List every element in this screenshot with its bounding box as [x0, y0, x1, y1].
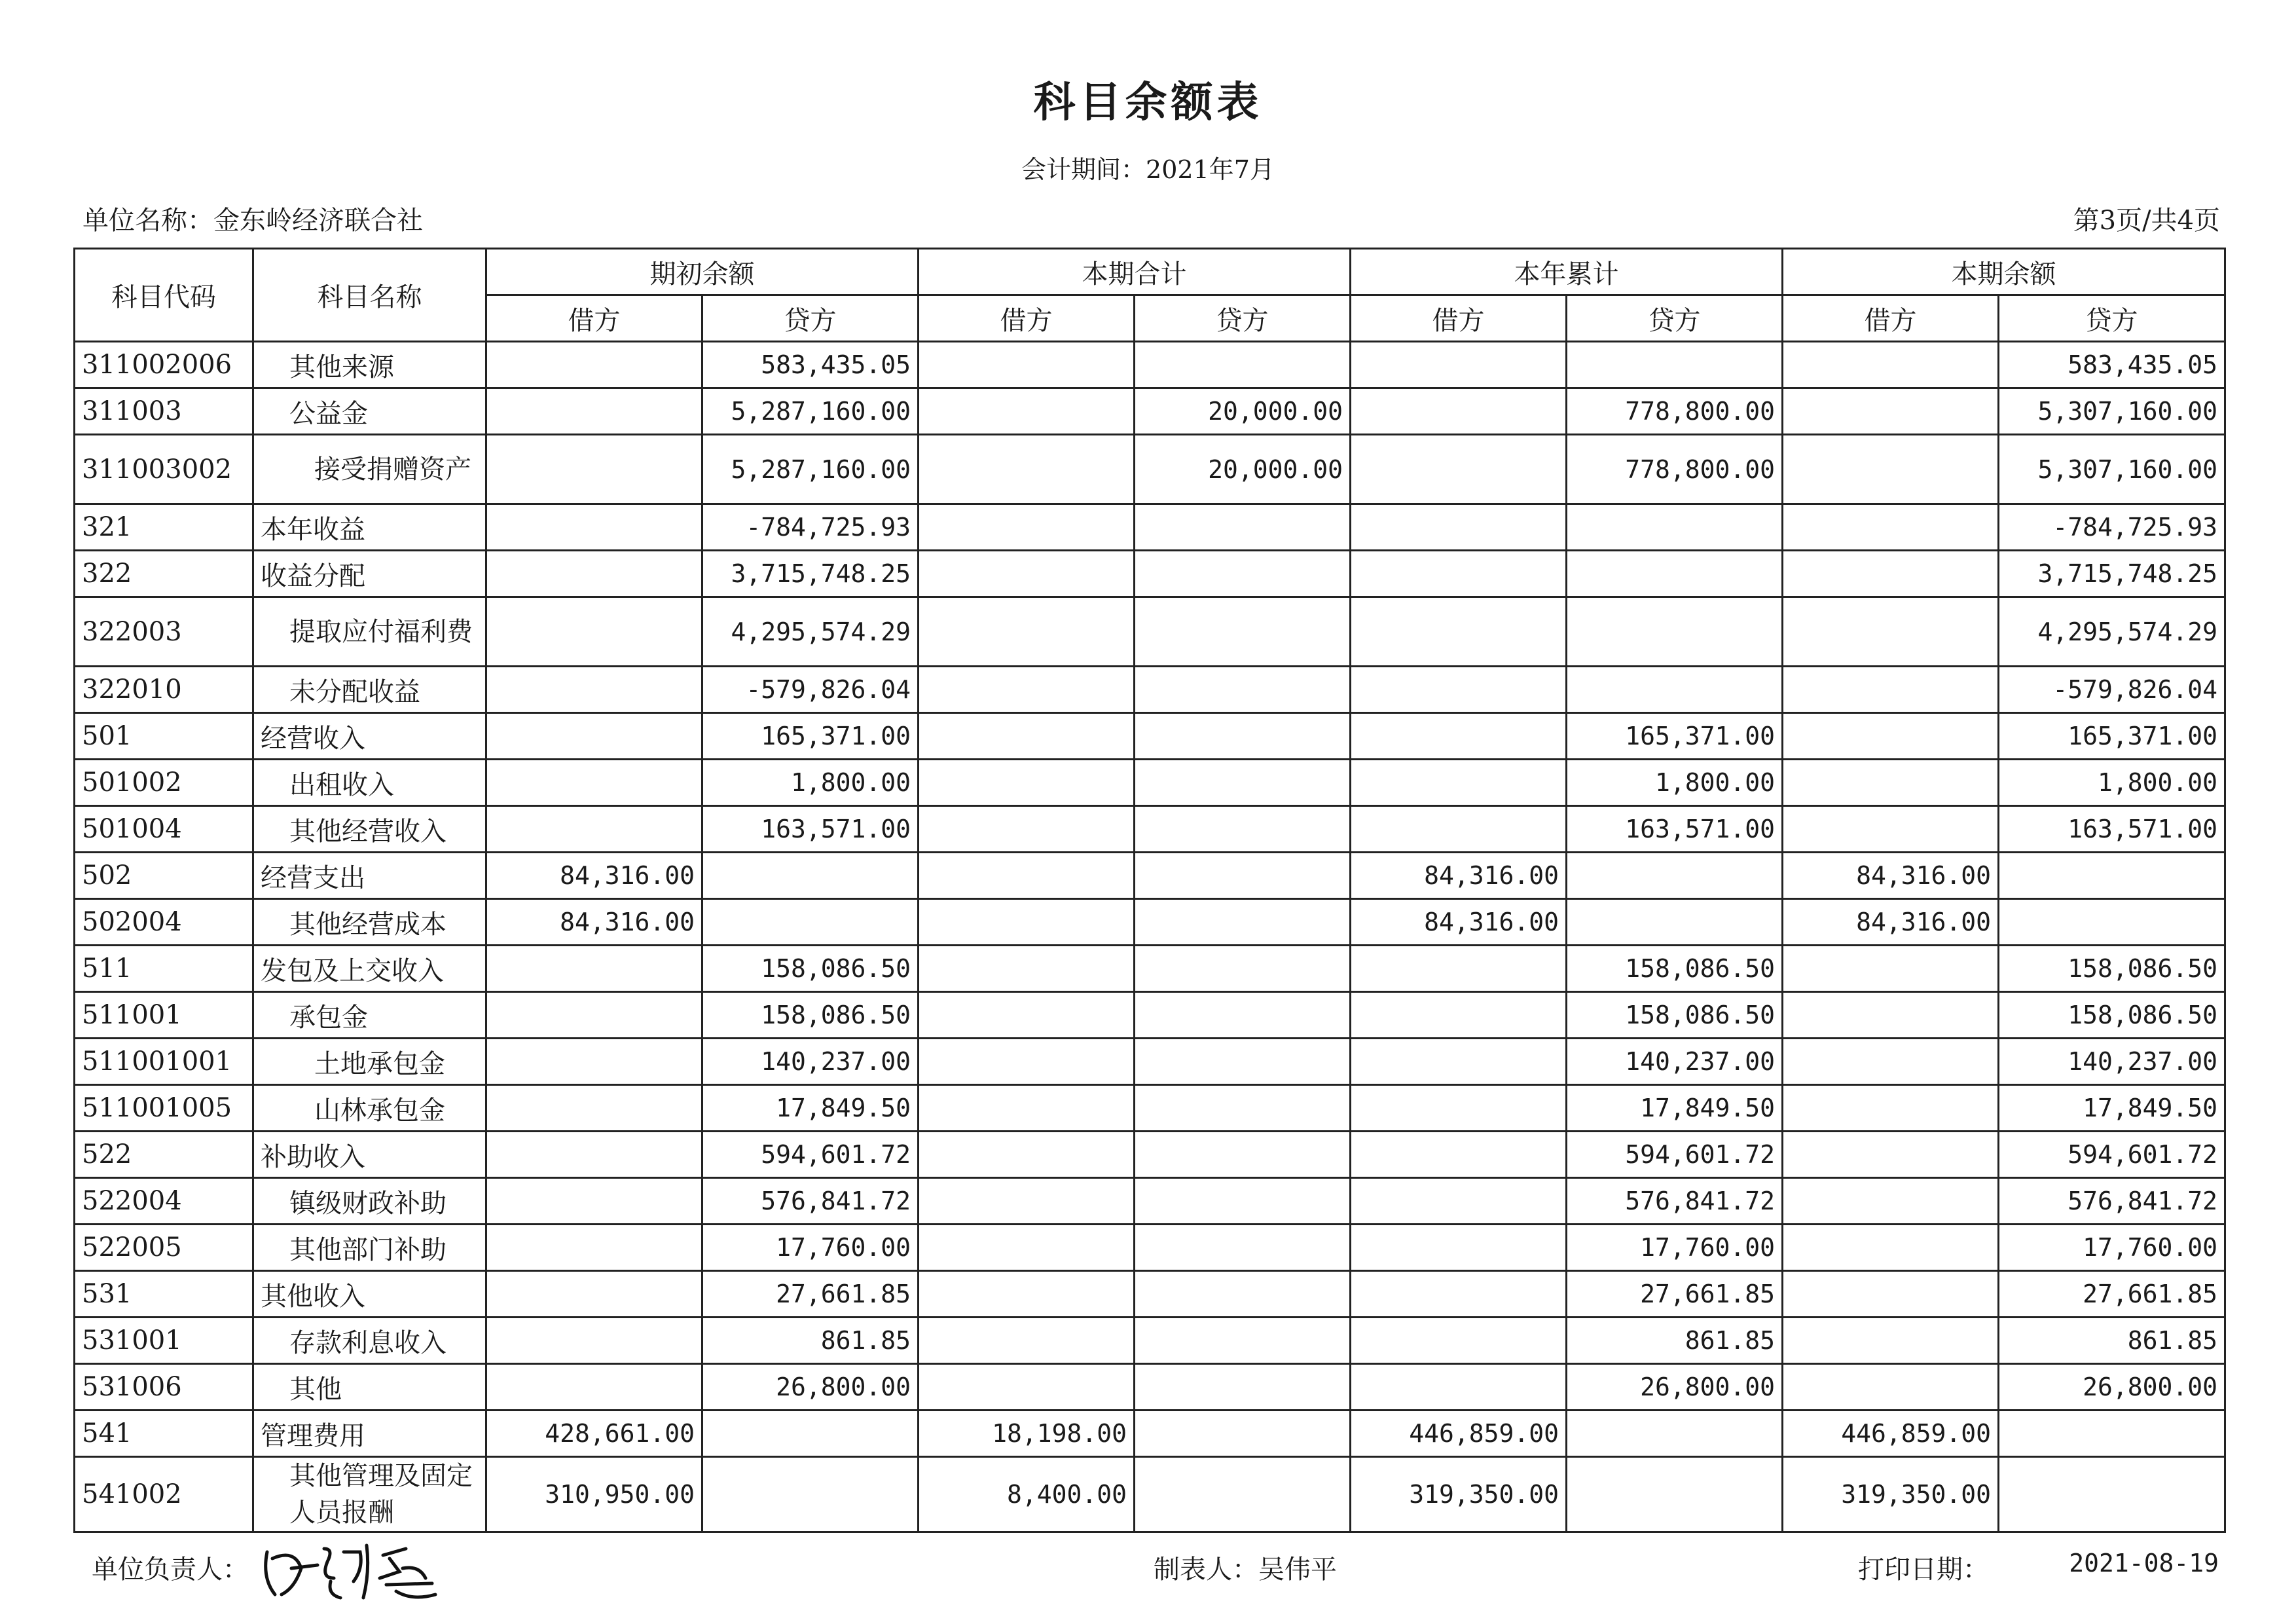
- credit-amount: -579,826.04: [1999, 667, 2225, 713]
- credit-amount: 861.85: [1999, 1318, 2225, 1364]
- account-name: 发包及上交收入: [253, 946, 486, 992]
- col-credit-header: 贷方: [1567, 295, 1783, 342]
- credit-amount: [1999, 899, 2225, 946]
- debit-amount: 84,316.00: [1783, 899, 1999, 946]
- table-row: [75, 1318, 2225, 1364]
- account-name: 其他部门补助: [253, 1225, 486, 1271]
- debit-amount: [486, 667, 702, 713]
- col-credit-header: 贷方: [702, 295, 919, 342]
- unit-name: 单位名称：金东岭经济联合社: [82, 206, 423, 236]
- credit-amount: 17,849.50: [1567, 1085, 1783, 1132]
- account-code: 531: [75, 1271, 253, 1318]
- debit-amount: [1351, 1271, 1567, 1318]
- debit-amount: [919, 760, 1135, 806]
- credit-amount: [1135, 992, 1351, 1039]
- col-debit-header: 借方: [486, 295, 702, 342]
- credit-amount: [1135, 1364, 1351, 1411]
- credit-amount: 5,287,160.00: [702, 435, 919, 504]
- account-code: 311003: [75, 388, 253, 435]
- credit-amount: 17,849.50: [1999, 1085, 2225, 1132]
- table-row: [75, 806, 2225, 853]
- debit-amount: [486, 1364, 702, 1411]
- header-row-groups: [75, 249, 2225, 295]
- credit-amount: 778,800.00: [1567, 435, 1783, 504]
- credit-amount: 5,307,160.00: [1999, 388, 2225, 435]
- debit-amount: [919, 992, 1135, 1039]
- credit-amount: 158,086.50: [1567, 992, 1783, 1039]
- col-group-ytd: 本年累计: [1351, 249, 1783, 295]
- credit-amount: [1135, 760, 1351, 806]
- credit-amount: 5,307,160.00: [1999, 435, 2225, 504]
- debit-amount: [1351, 1318, 1567, 1364]
- account-name: 补助收入: [253, 1132, 486, 1178]
- table-row: [75, 342, 2225, 388]
- table-row: [75, 899, 2225, 946]
- credit-amount: [1567, 853, 1783, 899]
- credit-amount: [1999, 853, 2225, 899]
- debit-amount: 428,661.00: [486, 1411, 702, 1457]
- account-name: 提取应付福利费: [253, 597, 486, 667]
- credit-amount: 17,760.00: [1999, 1225, 2225, 1271]
- debit-amount: [486, 946, 702, 992]
- table-row: [75, 667, 2225, 713]
- debit-amount: [486, 1225, 702, 1271]
- account-name: 经营支出: [253, 853, 486, 899]
- debit-amount: 8,400.00: [919, 1457, 1135, 1532]
- credit-amount: -784,725.93: [1999, 504, 2225, 551]
- credit-amount: 140,237.00: [702, 1039, 919, 1085]
- account-code: 511: [75, 946, 253, 992]
- debit-amount: [486, 806, 702, 853]
- credit-amount: [1567, 1457, 1783, 1532]
- debit-amount: [919, 551, 1135, 597]
- credit-amount: [1135, 1271, 1351, 1318]
- credit-amount: 594,601.72: [1999, 1132, 2225, 1178]
- table-row: [75, 504, 2225, 551]
- account-name: 未分配收益: [253, 667, 486, 713]
- table-maker: 制表人：吴伟平: [1154, 1555, 1337, 1585]
- debit-amount: [1351, 342, 1567, 388]
- table-row: [75, 388, 2225, 435]
- table-row: [75, 1178, 2225, 1225]
- debit-amount: 84,316.00: [1351, 853, 1567, 899]
- account-name: 出租收入: [253, 760, 486, 806]
- debit-amount: [1783, 946, 1999, 992]
- credit-amount: 27,661.85: [1567, 1271, 1783, 1318]
- account-code: 522005: [75, 1225, 253, 1271]
- account-name: 承包金: [253, 992, 486, 1039]
- debit-amount: [486, 992, 702, 1039]
- debit-amount: [1351, 388, 1567, 435]
- account-code: 311003002: [75, 435, 253, 504]
- account-code: 531006: [75, 1364, 253, 1411]
- account-code: 522: [75, 1132, 253, 1178]
- credit-amount: [1135, 342, 1351, 388]
- credit-amount: 594,601.72: [1567, 1132, 1783, 1178]
- debit-amount: [919, 1318, 1135, 1364]
- debit-amount: [1783, 806, 1999, 853]
- debit-amount: [919, 899, 1135, 946]
- debit-amount: [919, 1364, 1135, 1411]
- account-name: 镇级财政补助: [253, 1178, 486, 1225]
- credit-amount: 165,371.00: [702, 713, 919, 760]
- debit-amount: [1783, 667, 1999, 713]
- accounting-period: 会计期间：2021年7月: [1021, 155, 1275, 184]
- debit-amount: 84,316.00: [1783, 853, 1999, 899]
- debit-amount: [1783, 992, 1999, 1039]
- debit-amount: [486, 435, 702, 504]
- debit-amount: [1351, 1132, 1567, 1178]
- account-code: 501002: [75, 760, 253, 806]
- credit-amount: 861.85: [1567, 1318, 1783, 1364]
- credit-amount: [1999, 1457, 2225, 1532]
- debit-amount: [919, 435, 1135, 504]
- debit-amount: [919, 1085, 1135, 1132]
- account-code: 322003: [75, 597, 253, 667]
- account-name: 公益金: [253, 388, 486, 435]
- col-group-opening: 期初余额: [486, 249, 919, 295]
- debit-amount: [1351, 1225, 1567, 1271]
- credit-amount: 4,295,574.29: [1999, 597, 2225, 667]
- col-debit-header: 借方: [1351, 295, 1567, 342]
- debit-amount: [486, 1178, 702, 1225]
- credit-amount: 165,371.00: [1567, 713, 1783, 760]
- debit-amount: [1351, 946, 1567, 992]
- debit-amount: [919, 806, 1135, 853]
- account-name: 接受捐赠资产: [253, 435, 486, 504]
- credit-amount: 3,715,748.25: [702, 551, 919, 597]
- debit-amount: [1783, 504, 1999, 551]
- debit-amount: [1351, 435, 1567, 504]
- page-indicator: 第3页/共4页: [2073, 206, 2220, 236]
- account-code: 511001005: [75, 1085, 253, 1132]
- credit-amount: [1567, 342, 1783, 388]
- debit-amount: 84,316.00: [1351, 899, 1567, 946]
- unit-head-label: 单位负责人：: [92, 1555, 249, 1585]
- credit-amount: 163,571.00: [1999, 806, 2225, 853]
- debit-amount: [486, 1318, 702, 1364]
- credit-amount: 165,371.00: [1999, 713, 2225, 760]
- debit-amount: 446,859.00: [1783, 1411, 1999, 1457]
- debit-amount: [1783, 1271, 1999, 1318]
- table-row: [75, 1039, 2225, 1085]
- col-name-header: 科目名称: [253, 249, 486, 342]
- table-row: [75, 1085, 2225, 1132]
- debit-amount: [1351, 992, 1567, 1039]
- debit-amount: [919, 946, 1135, 992]
- account-code: 322: [75, 551, 253, 597]
- account-name: 其他收入: [253, 1271, 486, 1318]
- table-row: [75, 1364, 2225, 1411]
- account-code: 541: [75, 1411, 253, 1457]
- table-row: [75, 1132, 2225, 1178]
- credit-amount: 26,800.00: [1999, 1364, 2225, 1411]
- account-code: 541002: [75, 1457, 253, 1532]
- debit-amount: 319,350.00: [1783, 1457, 1999, 1532]
- table-row: [75, 1271, 2225, 1318]
- debit-amount: [1783, 551, 1999, 597]
- debit-amount: [486, 1271, 702, 1318]
- debit-amount: [486, 760, 702, 806]
- credit-amount: [1135, 806, 1351, 853]
- table-row: [75, 1457, 2225, 1532]
- debit-amount: [919, 1178, 1135, 1225]
- print-date-value: 2021-08-19: [2069, 1549, 2219, 1578]
- account-code: 531001: [75, 1318, 253, 1364]
- debit-amount: [1351, 760, 1567, 806]
- credit-amount: 158,086.50: [702, 992, 919, 1039]
- credit-amount: 5,287,160.00: [702, 388, 919, 435]
- debit-amount: [919, 713, 1135, 760]
- credit-amount: 27,661.85: [1999, 1271, 2225, 1318]
- credit-amount: [1135, 1411, 1351, 1457]
- table-row: [75, 713, 2225, 760]
- credit-amount: 594,601.72: [702, 1132, 919, 1178]
- table-row: [75, 1225, 2225, 1271]
- credit-amount: 140,237.00: [1567, 1039, 1783, 1085]
- account-name: 其他管理及固定人员报酬: [253, 1457, 486, 1532]
- table-body: [75, 342, 2225, 1532]
- account-name: 收益分配: [253, 551, 486, 597]
- debit-amount: [919, 1225, 1135, 1271]
- credit-amount: [1135, 504, 1351, 551]
- debit-amount: [1783, 1178, 1999, 1225]
- table-row: [75, 992, 2225, 1039]
- account-code: 502004: [75, 899, 253, 946]
- debit-amount: [1351, 1178, 1567, 1225]
- table-row: [75, 853, 2225, 899]
- col-debit-header: 借方: [919, 295, 1135, 342]
- credit-amount: 4,295,574.29: [702, 597, 919, 667]
- debit-amount: 84,316.00: [486, 899, 702, 946]
- credit-amount: 26,800.00: [1567, 1364, 1783, 1411]
- debit-amount: [1351, 551, 1567, 597]
- credit-amount: [1135, 551, 1351, 597]
- col-credit-header: 贷方: [1999, 295, 2225, 342]
- account-code: 511001: [75, 992, 253, 1039]
- table-row: [75, 435, 2225, 504]
- table-row: [75, 760, 2225, 806]
- account-name: 本年收益: [253, 504, 486, 551]
- credit-amount: [702, 853, 919, 899]
- credit-amount: -784,725.93: [702, 504, 919, 551]
- credit-amount: [1135, 1225, 1351, 1271]
- table-row: [75, 597, 2225, 667]
- debit-amount: [1351, 667, 1567, 713]
- credit-amount: [1135, 1132, 1351, 1178]
- debit-amount: [486, 388, 702, 435]
- debit-amount: [1783, 1132, 1999, 1178]
- credit-amount: 1,800.00: [1567, 760, 1783, 806]
- credit-amount: -579,826.04: [702, 667, 919, 713]
- account-code: 511001001: [75, 1039, 253, 1085]
- debit-amount: [919, 342, 1135, 388]
- balance-table: [73, 248, 2226, 1533]
- debit-amount: [919, 853, 1135, 899]
- col-debit-header: 借方: [1783, 295, 1999, 342]
- debit-amount: [1351, 713, 1567, 760]
- col-code-header: 科目代码: [75, 249, 253, 342]
- account-name: 其他经营收入: [253, 806, 486, 853]
- debit-amount: [919, 1271, 1135, 1318]
- debit-amount: [1351, 1039, 1567, 1085]
- credit-amount: [1567, 551, 1783, 597]
- credit-amount: [1999, 1411, 2225, 1457]
- credit-amount: [1135, 1085, 1351, 1132]
- debit-amount: [1783, 713, 1999, 760]
- credit-amount: 17,849.50: [702, 1085, 919, 1132]
- account-name: 其他经营成本: [253, 899, 486, 946]
- credit-amount: [1135, 597, 1351, 667]
- debit-amount: 84,316.00: [486, 853, 702, 899]
- account-name: 存款利息收入: [253, 1318, 486, 1364]
- debit-amount: [919, 388, 1135, 435]
- table-row: [75, 946, 2225, 992]
- credit-amount: 576,841.72: [1567, 1178, 1783, 1225]
- debit-amount: [919, 504, 1135, 551]
- handwritten-signature: [255, 1532, 445, 1604]
- account-name: 土地承包金: [253, 1039, 486, 1085]
- credit-amount: 3,715,748.25: [1999, 551, 2225, 597]
- credit-amount: 158,086.50: [1999, 992, 2225, 1039]
- col-group-period: 本期合计: [919, 249, 1351, 295]
- debit-amount: [1783, 1085, 1999, 1132]
- credit-amount: 26,800.00: [702, 1364, 919, 1411]
- table-row: [75, 551, 2225, 597]
- debit-amount: [1783, 388, 1999, 435]
- debit-amount: 446,859.00: [1351, 1411, 1567, 1457]
- debit-amount: [1783, 435, 1999, 504]
- debit-amount: [486, 1132, 702, 1178]
- credit-amount: [1135, 1318, 1351, 1364]
- debit-amount: [1783, 597, 1999, 667]
- credit-amount: 583,435.05: [1999, 342, 2225, 388]
- credit-amount: 20,000.00: [1135, 435, 1351, 504]
- debit-amount: [919, 597, 1135, 667]
- account-code: 522004: [75, 1178, 253, 1225]
- credit-amount: [702, 1411, 919, 1457]
- credit-amount: 1,800.00: [1999, 760, 2225, 806]
- account-name: 管理费用: [253, 1411, 486, 1457]
- credit-amount: [1135, 1178, 1351, 1225]
- credit-amount: 20,000.00: [1135, 388, 1351, 435]
- debit-amount: [1351, 504, 1567, 551]
- credit-amount: 576,841.72: [702, 1178, 919, 1225]
- debit-amount: [486, 597, 702, 667]
- debit-amount: [1351, 597, 1567, 667]
- credit-amount: 158,086.50: [1567, 946, 1783, 992]
- debit-amount: [1783, 342, 1999, 388]
- debit-amount: 18,198.00: [919, 1411, 1135, 1457]
- account-code: 501: [75, 713, 253, 760]
- credit-amount: [702, 899, 919, 946]
- credit-amount: 1,800.00: [702, 760, 919, 806]
- credit-amount: 583,435.05: [702, 342, 919, 388]
- debit-amount: [1783, 760, 1999, 806]
- account-code: 311002006: [75, 342, 253, 388]
- credit-amount: [1135, 899, 1351, 946]
- credit-amount: [1567, 667, 1783, 713]
- debit-amount: [486, 504, 702, 551]
- credit-amount: 158,086.50: [1999, 946, 2225, 992]
- credit-amount: [1567, 1411, 1783, 1457]
- credit-amount: [1135, 853, 1351, 899]
- account-code: 321: [75, 504, 253, 551]
- credit-amount: 158,086.50: [702, 946, 919, 992]
- account-name: 其他来源: [253, 342, 486, 388]
- debit-amount: [1351, 1364, 1567, 1411]
- credit-amount: 140,237.00: [1999, 1039, 2225, 1085]
- credit-amount: 778,800.00: [1567, 388, 1783, 435]
- credit-amount: 17,760.00: [702, 1225, 919, 1271]
- debit-amount: [919, 667, 1135, 713]
- credit-amount: [1135, 1039, 1351, 1085]
- debit-amount: [1351, 1085, 1567, 1132]
- credit-amount: 17,760.00: [1567, 1225, 1783, 1271]
- credit-amount: [1567, 899, 1783, 946]
- account-name: 其他: [253, 1364, 486, 1411]
- credit-amount: [702, 1457, 919, 1532]
- credit-amount: [1135, 1457, 1351, 1532]
- col-group-closing: 本期余额: [1783, 249, 2225, 295]
- debit-amount: [486, 1085, 702, 1132]
- credit-amount: [1135, 946, 1351, 992]
- debit-amount: [486, 342, 702, 388]
- debit-amount: [486, 1039, 702, 1085]
- debit-amount: [1783, 1039, 1999, 1085]
- credit-amount: 576,841.72: [1999, 1178, 2225, 1225]
- credit-amount: [1135, 667, 1351, 713]
- table-row: [75, 1411, 2225, 1457]
- credit-amount: 163,571.00: [1567, 806, 1783, 853]
- account-name: 山林承包金: [253, 1085, 486, 1132]
- account-name: 经营收入: [253, 713, 486, 760]
- debit-amount: [1351, 806, 1567, 853]
- debit-amount: [919, 1132, 1135, 1178]
- print-date-label: 打印日期：: [1858, 1555, 1989, 1585]
- account-code: 502: [75, 853, 253, 899]
- debit-amount: [486, 551, 702, 597]
- debit-amount: 310,950.00: [486, 1457, 702, 1532]
- credit-amount: [1567, 504, 1783, 551]
- credit-amount: 27,661.85: [702, 1271, 919, 1318]
- debit-amount: [1783, 1364, 1999, 1411]
- credit-amount: 163,571.00: [702, 806, 919, 853]
- col-credit-header: 贷方: [1135, 295, 1351, 342]
- debit-amount: [486, 713, 702, 760]
- credit-amount: 861.85: [702, 1318, 919, 1364]
- credit-amount: [1135, 713, 1351, 760]
- account-code: 322010: [75, 667, 253, 713]
- debit-amount: [1783, 1318, 1999, 1364]
- account-code: 501004: [75, 806, 253, 853]
- credit-amount: [1567, 597, 1783, 667]
- report-title: 科目余额表: [1033, 79, 1263, 127]
- debit-amount: [919, 1039, 1135, 1085]
- debit-amount: 319,350.00: [1351, 1457, 1567, 1532]
- debit-amount: [1783, 1225, 1999, 1271]
